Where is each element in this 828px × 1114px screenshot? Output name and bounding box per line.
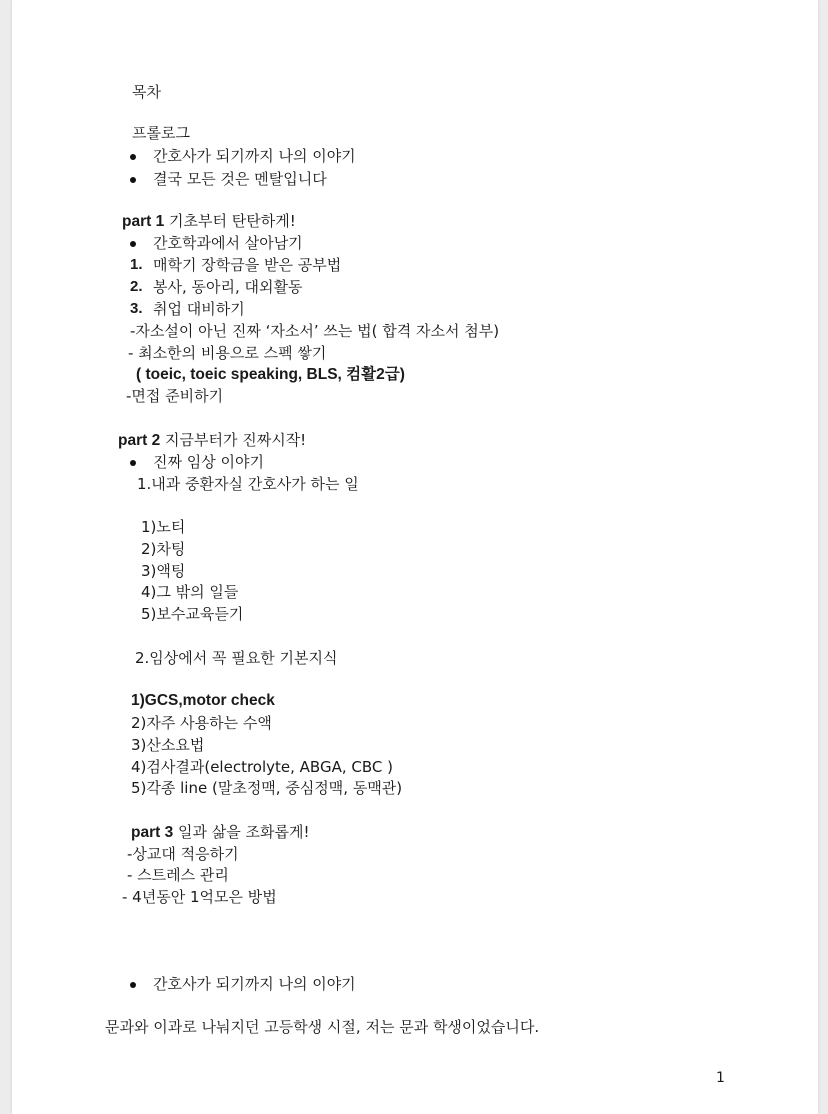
bullet-icon [130,241,136,247]
bullet-icon [130,177,136,183]
body-paragraph: 문과와 이과로 나눠지던 고등학생 시절, 저는 문과 학생이었습니다. [105,1018,540,1036]
part2-prefix: part 2 [118,432,161,449]
part2-sub2-item-1: 1)GCS,motor check [131,692,275,709]
part2-sub1-item-2: 2)차팅 [141,540,186,558]
part2-sub2-item-3: 3)산소요법 [131,736,205,754]
section-bullet: 간호사가 되기까지 나의 이야기 [153,975,356,993]
part3-prefix: part 3 [131,824,174,841]
part3-title: 일과 삶을 조화롭게! [178,823,310,841]
part2-bullet: 진짜 임상 이야기 [153,453,264,471]
part1-num-1: 1. [130,256,143,273]
part1-item-3: 취업 대비하기 [153,300,245,318]
part3-line-1: -상교대 적응하기 [127,845,239,863]
prologue-heading: 프롤로그 [132,124,190,142]
part2-sub2: 2.임상에서 꼭 필요한 기본지식 [135,649,338,667]
part3-line-2: - 스트레스 관리 [127,866,229,884]
part2-sub1: 1.내과 중환자실 간호사가 하는 일 [137,475,359,493]
prologue-bullet-1: 간호사가 되기까지 나의 이야기 [153,147,356,165]
document-page [12,0,818,1114]
part1-bullet: 간호학과에서 살아남기 [153,234,303,252]
part1-item-2: 봉사, 동아리, 대외활동 [153,278,303,296]
part2-sub1-item-4: 4)그 밖의 일들 [141,583,239,601]
part2-sub2-item-5: 5)각종 line (말초정맥, 중심정맥, 동맥관) [131,779,403,797]
part2-sub1-item-5: 5)보수교육듣기 [141,605,244,623]
part2-sub2-item-4: 4)검사결과(electrolyte, ABGA, CBC ) [131,758,393,776]
part3-heading [131,823,309,842]
bullet-icon [130,982,136,988]
part1-num-2: 2. [130,278,143,295]
toc-title: 목차 [132,83,161,101]
part2-sub1-item-3: 3)액팅 [141,562,186,580]
part3-line-3: - 4년동안 1억모은 방법 [122,888,277,906]
bullet-icon [130,460,136,466]
part1-self-intro: -자소설이 아닌 진짜 ‘자소서’ 쓰는 법( 합격 자소서 첨부) [130,322,500,340]
part1-num-3: 3. [130,300,143,317]
part1-spec-detail: ( toeic, toeic speaking, BLS, 컴활2급) [136,366,405,383]
part1-prefix: part 1 [122,213,165,230]
bullet-icon [130,154,136,160]
part1-title: 기초부터 탄탄하게! [169,212,296,230]
part2-heading [118,431,306,450]
part1-interview: -면접 준비하기 [126,387,224,405]
part2-sub2-item-2: 2)자주 사용하는 수액 [131,714,272,732]
part2-title: 지금부터가 진짜시작! [165,431,307,449]
page-number: 1 [716,1070,725,1086]
prologue-bullet-2: 결국 모든 것은 멘탈입니다 [153,170,327,188]
part1-spec: - 최소한의 비용으로 스펙 쌓기 [128,344,327,362]
part2-sub1-item-1: 1)노티 [141,518,186,536]
part1-item-1: 매학기 장학금을 받은 공부법 [153,256,342,274]
part1-heading [122,212,296,231]
